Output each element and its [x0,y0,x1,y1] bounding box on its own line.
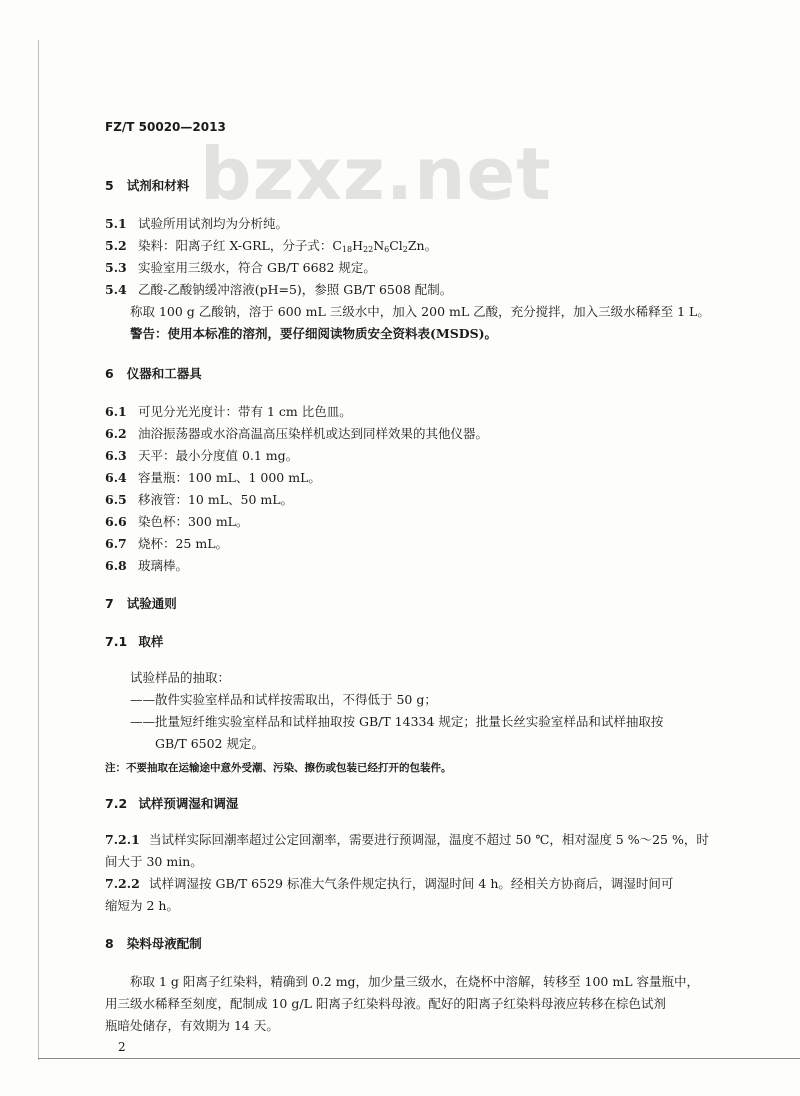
standard-code: FZ/T 50020—2013 [105,120,226,134]
sampling-item-1: ——散件实验室样品和试样按需取出，不得低于 50 g； [130,692,437,707]
clause-6-8: 6.8 玻璃棒。 [105,558,188,573]
clause-6-5: 6.5 移液管：10 mL、50 mL。 [105,492,294,507]
warning-text: 警告：使用本标准的溶剂，要仔细阅读物质安全资料表(MSDS)。 [130,326,498,341]
section-5-heading [105,178,189,194]
clause-5-3: 5.3 实验室用三级水，符合 GB/T 6682 规定。 [105,260,376,275]
clause-5-4-detail: 称取 100 g 乙酸钠，溶于 600 mL 三级水中，加入 200 mL 乙酸，充分搅拌，加入三级水稀释至 1 L。 [130,304,710,319]
clause-6-4: 6.4 容量瓶：100 mL、1 000 mL。 [105,470,321,485]
clause-6-2: 6.2 油浴振荡器或水浴高温高压染样机或达到同样效果的其他仪器。 [105,426,488,441]
section-title: 试剂和材料 [126,178,190,193]
section-number: 5 [105,178,114,193]
paragraph-8-line-1: 称取 1 g 阳离子红染料，精确到 0.2 mg，加少量三级水，在烧杯中溶解，转移至 100 mL 容量瓶中， [130,974,699,989]
subsection-7-2-heading: 7.2 试样预调湿和调湿 [105,796,239,811]
clause-5-4: 5.4 乙酸-乙酸钠缓冲溶液(pH=5)，参照 GB/T 6508 配制。 [105,282,453,297]
paragraph-8-line-3: 瓶暗处储存，有效期为 14 天。 [105,1018,279,1033]
scan-edge-left [38,40,39,1060]
section-6-heading [105,366,202,382]
clause-5-2: 5.2 染料：阳离子红 X-GRL，分子式：$C_{18}H_{22}N_6Cl_2Zn$。 [105,238,438,254]
sampling-note: 注：不要抽取在运输途中意外受潮、污染、擦伤或包装已经打开的包装件。 [105,762,452,774]
clause-7-2-1: 7.2.1 当试样实际回潮率超过公定回潮率，需要进行预调湿，温度不超过 50 ℃，相对湿度 5 %～25 %，时 [105,832,709,847]
scan-edge-bottom [38,1058,800,1059]
page-number: 2 [118,1040,126,1054]
sampling-intro: 试验样品的抽取： [130,670,231,685]
clause-6-7: 6.7 烧杯：25 mL。 [105,536,229,551]
clause-7-2-2-cont: 缩短为 2 h。 [105,898,179,913]
section-title: 染料母液配制 [126,936,202,951]
paragraph-8-line-2: 用三级水稀释至刻度，配制成 10 g/L 阳离子红染料母液。配好的阳离子红染料母液应转移在棕色试剂 [105,996,666,1011]
section-title: 试验通则 [126,596,177,611]
clause-6-6: 6.6 染色杯：300 mL。 [105,514,249,529]
clause-5-1: 5.1 试验所用试剂均为分析纯。 [105,216,288,231]
subsection-7-1-heading: 7.1 取样 [105,634,164,649]
clause-7-2-1-cont: 间大于 30 min。 [105,854,203,869]
section-number: 6 [105,366,114,381]
clause-6-1: 6.1 可见分光光度计：带有 1 cm 比色皿。 [105,404,352,419]
sampling-item-2-cont: GB/T 6502 规定。 [155,736,264,751]
sampling-item-2: ——批量短纤维实验室样品和试样抽取按 GB/T 14334 规定；批量长丝实验室样品和试样抽取按 [130,714,664,729]
clause-7-2-2: 7.2.2 试样调湿按 GB/T 6529 标准大气条件规定执行，调湿时间 4 h。经相关方协商后，调湿时间可 [105,876,674,891]
section-number: 7 [105,596,114,611]
clause-6-3: 6.3 天平：最小分度值 0.1 mg。 [105,448,299,463]
section-number: 8 [105,936,114,951]
section-7-heading [105,596,177,612]
section-title: 仪器和工器具 [126,366,202,381]
section-8-heading [105,936,202,952]
watermark: bzxz.net [200,132,552,216]
